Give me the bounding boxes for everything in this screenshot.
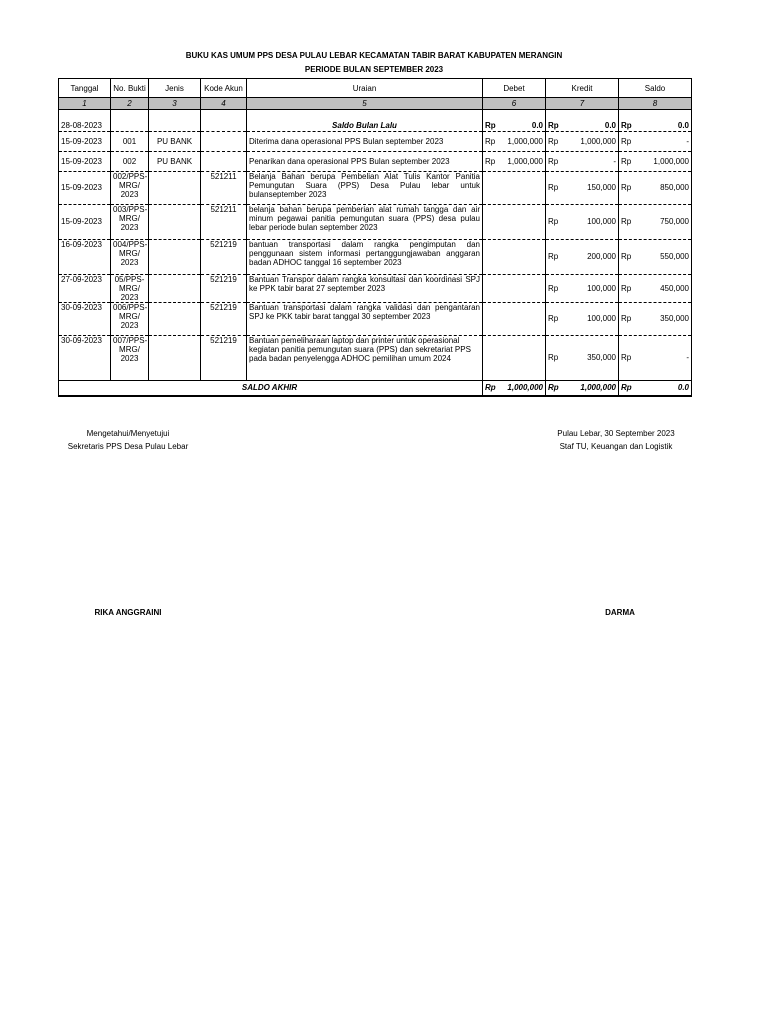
cell-no-bukti: 007/PPS-MRG/ 2023 — [111, 335, 149, 380]
column-number: 5 — [247, 98, 483, 110]
document-period: PERIODE BULAN SEPTEMBER 2023 — [304, 65, 444, 74]
cell-uraian: Bantuan transportasi dalam rangka validasi dan pengantaran SPJ ke PKK tabir barat tanggal 30 september 2023 — [247, 302, 483, 335]
cell-kode-akun: 521211 — [201, 171, 247, 204]
currency-label: Rp — [548, 156, 559, 166]
cell-jenis — [149, 239, 201, 274]
cell-uraian: Bantuan Transpor dalam rangka konsultasi dan koordinasi SPJ ke PPK tabir barat 27 september 2023 — [247, 274, 483, 302]
cell-no-bukti: 002 — [111, 151, 149, 171]
cell-uraian: bantuan transportasi dalam rangka pengimputan dan penggunaan sistem informasi pertanggungjawaban anggaran badan ADHOC tanggal 16 september 2023 — [247, 239, 483, 274]
currency-label: Rp — [621, 252, 632, 261]
currency-label: Rp — [485, 136, 496, 146]
cell-kredit: 100,000 — [587, 217, 616, 226]
cell-kode-akun: 521219 — [201, 302, 247, 335]
total-saldo: 0.0 — [677, 383, 689, 392]
cell-no-bukti: 004/PPS-MRG/ 2023 — [111, 239, 149, 274]
currency-label: Rp — [548, 383, 559, 392]
opening-balance-row — [59, 120, 692, 131]
currency-label: Rp — [621, 156, 632, 166]
cell-debet: 1,000,000 — [507, 156, 543, 166]
header-uraian: Uraian — [247, 79, 483, 98]
document-title: BUKU KAS UMUM PPS DESA PULAU LEBAR KECAMATAN TABIR BARAT KABUPATEN MERANGIN — [185, 51, 563, 60]
table-row — [59, 274, 692, 302]
currency-label: Rp — [621, 383, 632, 392]
signature-right-place-date: Pulau Lebar, 30 September 2023 — [557, 429, 675, 438]
currency-label: Rp — [621, 217, 632, 226]
header-debet: Debet — [483, 79, 546, 98]
header-no-bukti: No. Bukti — [111, 79, 149, 98]
cell-uraian: belanja bahan berupa pemberian alat rumah tangga dan air minum pegawai panitia pemungutan suara (PPS) desa pulau lebar periode bulan september 2023 — [247, 204, 483, 239]
cell-tanggal: 15-09-2023 — [59, 171, 111, 204]
cell-tanggal: 15-09-2023 — [59, 204, 111, 239]
cell-jenis — [149, 204, 201, 239]
currency-label: Rp — [621, 283, 632, 293]
currency-label: Rp — [548, 283, 559, 293]
cell-kredit: 100,000 — [587, 283, 616, 293]
column-number-row — [59, 98, 692, 110]
column-number: 1 — [59, 98, 111, 110]
table-row — [59, 171, 692, 204]
cell-jenis — [149, 302, 201, 335]
cell-kredit: 100,000 — [587, 314, 616, 323]
cell-tanggal: 28-08-2023 — [59, 120, 111, 131]
cell-jenis — [149, 274, 201, 302]
opening-label: Saldo Bulan Lalu — [332, 120, 397, 130]
currency-label: Rp — [548, 314, 559, 323]
cell-saldo: 550,000 — [660, 252, 689, 261]
cell-no-bukti: 006/PPS-MRG/ 2023 — [111, 302, 149, 335]
currency-label: Rp — [621, 136, 632, 146]
cell-kredit: 350,000 — [587, 353, 616, 362]
column-number: 4 — [201, 98, 247, 110]
header-row — [59, 79, 692, 98]
signature-left-name: RIKA ANGGRAINI — [94, 608, 162, 617]
signature-left-approval: Mengetahui/Menyetujui — [86, 429, 170, 438]
signature-left — [58, 429, 198, 455]
cell-kode-akun: 521219 — [201, 274, 247, 302]
header-tanggal: Tanggal — [59, 79, 111, 98]
cell-jenis: PU BANK — [149, 151, 201, 171]
currency-label: Rp — [485, 156, 496, 166]
total-debet: 1,000,000 — [507, 383, 543, 392]
header-kode-akun: Kode Akun — [201, 79, 247, 98]
cell-tanggal: 15-09-2023 — [59, 131, 111, 151]
total-kredit: 1,000,000 — [580, 383, 616, 392]
header-kredit: Kredit — [546, 79, 619, 98]
table-row — [59, 131, 692, 151]
cell-uraian: Belanja Bahan berupa Pembelian Alat Tulis Kantor Panitia Pemungutan Suara (PPS) Desa Pulau lebar untuk bulanseptember 2023 — [247, 171, 483, 204]
currency-label: Rp — [621, 353, 632, 362]
cell-no-bukti: 003/PPS-MRG/ 2023 — [111, 204, 149, 239]
cell-debet: 1,000,000 — [507, 136, 543, 146]
cell-uraian: Penarikan dana operasional PPS Bulan september 2023 — [247, 151, 483, 171]
cell-no-bukti: 001 — [111, 131, 149, 151]
currency-label: Rp — [548, 252, 559, 261]
currency-label: Rp — [485, 120, 496, 130]
cell-saldo: 750,000 — [660, 217, 689, 226]
cell-jenis — [149, 335, 201, 380]
column-number: 6 — [483, 98, 546, 110]
column-number: 3 — [149, 98, 201, 110]
currency-label: Rp — [548, 217, 559, 226]
table-row — [59, 239, 692, 274]
cell-kode-akun: 521219 — [201, 335, 247, 380]
cell-saldo: 450,000 — [660, 283, 689, 293]
cell-kredit: 150,000 — [587, 183, 616, 192]
currency-label: Rp — [485, 383, 496, 392]
closing-balance-row — [59, 380, 692, 396]
signature-right-position: Staf TU, Keuangan dan Logistik — [559, 442, 673, 451]
cell-tanggal: 30-09-2023 — [59, 302, 111, 335]
ledger-table — [58, 78, 692, 397]
currency-label: Rp — [548, 183, 559, 192]
cell-jenis — [149, 171, 201, 204]
cell-kredit: 200,000 — [587, 252, 616, 261]
cell-kredit: 0.0 — [604, 120, 616, 130]
cell-uraian: Diterima dana operasional PPS Bulan september 2023 — [247, 131, 483, 151]
column-number: 2 — [111, 98, 149, 110]
currency-label: Rp — [548, 136, 559, 146]
cell-saldo: - — [686, 136, 689, 146]
spacer-row — [59, 110, 692, 121]
cell-kredit: - — [613, 156, 616, 166]
currency-label: Rp — [548, 120, 559, 130]
cell-kode-akun — [201, 131, 247, 151]
cell-debet: 0.0 — [531, 120, 543, 130]
cell-kode-akun: 521211 — [201, 204, 247, 239]
header-jenis: Jenis — [149, 79, 201, 98]
table-row — [59, 335, 692, 380]
cell-kredit: 1,000,000 — [580, 136, 616, 146]
currency-label: Rp — [621, 120, 632, 130]
table-row — [59, 204, 692, 239]
cell-tanggal: 27-09-2023 — [59, 274, 111, 302]
cell-saldo: 850,000 — [660, 183, 689, 192]
signature-right-name: DARMA — [605, 608, 635, 617]
currency-label: Rp — [621, 314, 632, 323]
closing-balance-label: SALDO AKHIR — [241, 383, 298, 392]
cell-tanggal: 30-09-2023 — [59, 335, 111, 380]
cell-kode-akun: 521219 — [201, 239, 247, 274]
table-row — [59, 302, 692, 335]
column-number: 8 — [619, 98, 692, 110]
cell-tanggal: 16-09-2023 — [59, 239, 111, 274]
currency-label: Rp — [548, 353, 559, 362]
cell-uraian: Bantuan pemeliharaan laptop dan printer untuk operasional kegiatan panitia pemungutan suara (PPS) dan sekretariat PPS pada badan penyelengga ADHOC pemilihan umum 2024 — [247, 335, 483, 380]
table-row — [59, 151, 692, 171]
cell-jenis: PU BANK — [149, 131, 201, 151]
cell-kode-akun — [201, 151, 247, 171]
currency-label: Rp — [621, 183, 632, 192]
cell-saldo: 1,000,000 — [653, 156, 689, 166]
signature-left-position: Sekretaris PPS Desa Pulau Lebar — [67, 442, 189, 451]
cell-no-bukti: 05/PPS-MRG/ 2023 — [111, 274, 149, 302]
signature-right — [546, 429, 686, 455]
cell-tanggal: 15-09-2023 — [59, 151, 111, 171]
cell-saldo: 0.0 — [677, 120, 689, 130]
column-number: 7 — [546, 98, 619, 110]
cell-no-bukti: 002/PPS-MRG/ 2023 — [111, 171, 149, 204]
header-saldo: Saldo — [619, 79, 692, 98]
cell-saldo: 350,000 — [660, 314, 689, 323]
cell-saldo: - — [686, 353, 689, 362]
